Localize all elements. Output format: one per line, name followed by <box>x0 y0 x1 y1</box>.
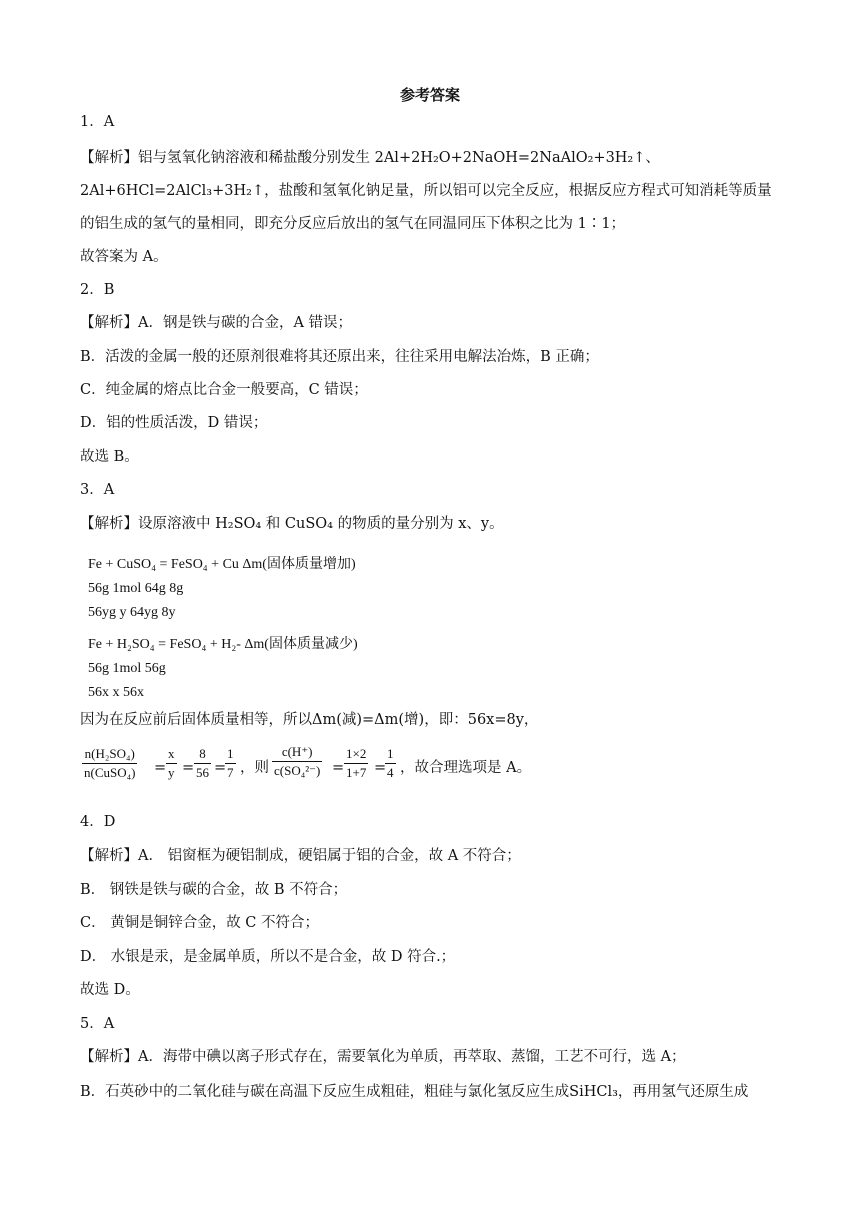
equals-sign: = <box>154 760 167 776</box>
fraction-numerator: 1 <box>385 746 396 764</box>
q2-answer: 2．B <box>80 282 115 298</box>
q2-explanation-line3: C．纯金属的熔点比合金一般要高，C 错误； <box>80 382 368 398</box>
fraction-8-over-56 <box>194 746 211 781</box>
q3-equation1-row2: 56yg y 64yg 8y <box>88 605 176 620</box>
q4-explanation-line1: 【解析】A． 铝窗框为硬铝制成，硬铝属于铝的合金，故 A 不符合； <box>80 848 521 864</box>
q3-equation1-row1: 56g 1mol 64g 8g <box>88 581 184 596</box>
q1-conclusion: 故答案为 A。 <box>80 249 168 265</box>
fraction-c-ratio <box>272 744 322 779</box>
fraction-1x2-over-1plus7 <box>344 746 368 781</box>
q3-then-text: ，则 <box>240 760 269 776</box>
fraction-x-over-y <box>166 746 177 781</box>
q3-explanation-line1: 【解析】设原溶液中 H₂SO₄ 和 CuSO₄ 的物质的量分别为 x、y。 <box>80 516 504 532</box>
fraction-denominator: 1+7 <box>346 765 367 780</box>
fraction-denominator: n(CuSO₄) <box>84 765 136 780</box>
fraction-numerator: 1 <box>225 746 236 764</box>
q2-explanation-line2: B．活泼的金属一般的还原剂很难将其还原出来，往往采用电解法冶炼，B 正确； <box>80 349 599 365</box>
q2-explanation-line1: 【解析】A．钢是铁与碳的合金，A 错误； <box>80 315 353 331</box>
q4-conclusion: 故选 D。 <box>80 982 140 998</box>
q1-explanation-line3: 的铝生成的氢气的量相同，即充分反应后放出的氢气在同温同压下体积之比为 1∶1； <box>80 216 626 232</box>
q5-explanation-line1: 【解析】A．海带中碘以离子形式存在，需要氧化为单质，再萃取、蒸馏，工艺不可行，选 A； <box>80 1049 686 1065</box>
q5-answer: 5．A <box>80 1016 115 1032</box>
q4-explanation-line3: C． 黄铜是铜锌合金，故 C 不符合； <box>80 915 320 931</box>
fraction-numerator: x <box>166 746 177 764</box>
q3-equation2-header: Fe + H₂SO₄ = FeSO₄ + H₂- Δm(固体质量减少) <box>88 637 358 652</box>
q4-explanation-line2: B． 钢铁是铁与碳的合金，故 B 不符合； <box>80 882 348 898</box>
q4-explanation-line4: D． 水银是汞，是金属单质，所以不是合金，故 D 符合.； <box>80 949 456 965</box>
fraction-1-over-7 <box>225 746 236 781</box>
equals-sign: = <box>214 760 227 776</box>
q2-explanation-line4: D．铝的性质活泼，D 错误； <box>80 415 268 431</box>
fraction-denominator: 56 <box>196 765 209 780</box>
fraction-denominator: 4 <box>387 765 394 780</box>
equals-sign: = <box>182 760 195 776</box>
q3-equation1-header: Fe + CuSO₄ = FeSO₄ + Cu Δm(固体质量增加) <box>88 557 356 572</box>
q3-mass-balance: 因为在反应前后固体质量相等，所以Δm(减)=Δm(增)，即：56x=8y， <box>80 712 539 728</box>
fraction-denominator: c(SO₄²⁻) <box>274 763 321 778</box>
q3-conclusion: ，故合理选项是 A。 <box>400 760 532 776</box>
fraction-numerator: 1×2 <box>344 746 368 764</box>
equals-sign: = <box>332 760 345 776</box>
q1-explanation-line2: 2Al+6HCl=2AlCl₃+3H₂↑，盐酸和氢氧化钠足量，所以铝可以完全反应，根据反应方程式可知消耗等质量 <box>80 183 772 199</box>
equals-sign: = <box>374 760 387 776</box>
fraction-numerator: n(H₂SO₄) <box>82 746 137 764</box>
page-title: 参考答案 <box>399 86 460 104</box>
q2-conclusion: 故选 B。 <box>80 449 139 465</box>
fraction-n-ratio <box>82 746 137 781</box>
fraction-numerator: 8 <box>194 746 211 764</box>
q5-explanation-line2: B．石英砂中的二氧化硅与碳在高温下反应生成粗硅，粗硅与氯化氢反应生成SiHCl₃，再用氢气还原生成 <box>80 1084 749 1100</box>
fraction-denominator: y <box>168 765 175 780</box>
q1-answer: 1．A <box>80 114 115 130</box>
fraction-denominator: 7 <box>227 765 234 780</box>
q3-answer: 3．A <box>80 482 115 498</box>
fraction-1-over-4 <box>385 746 396 781</box>
q3-equation2-row1: 56g 1mol 56g <box>88 661 166 676</box>
q3-equation2-row2: 56x x 56x <box>88 685 144 700</box>
q1-explanation-line1: 【解析】铝与氢氧化钠溶液和稀盐酸分别发生 2Al+2H₂O+2NaOH=2NaAlO₂+3H₂↑、 <box>80 150 660 166</box>
q4-answer: 4．D <box>80 814 116 830</box>
fraction-numerator: c(H⁺) <box>272 744 322 762</box>
